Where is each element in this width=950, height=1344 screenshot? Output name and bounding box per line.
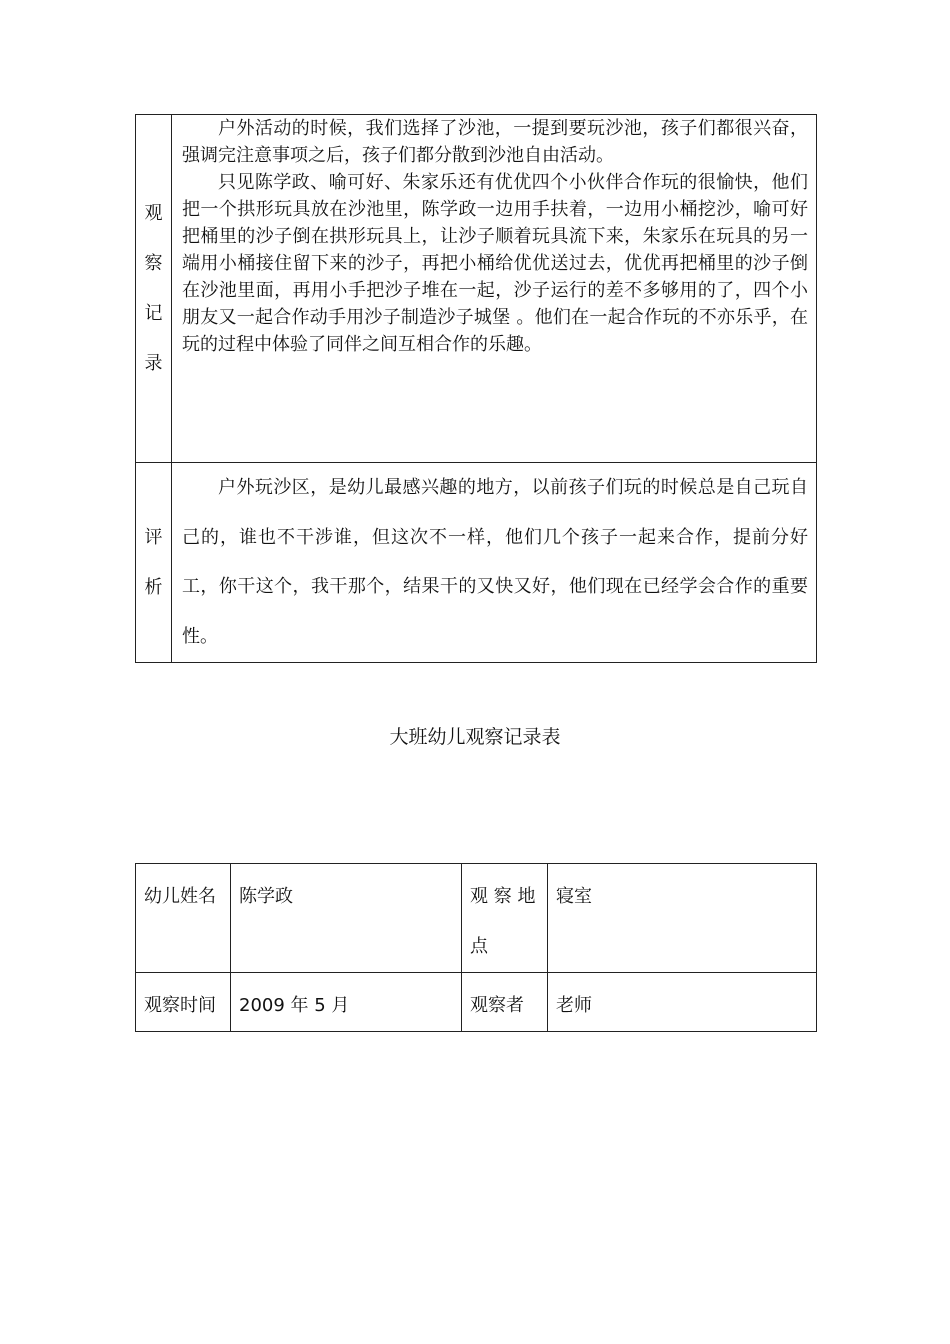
location-value: 寝室 xyxy=(548,864,817,973)
observation-table xyxy=(135,114,817,663)
form-title: 大班幼儿观察记录表 xyxy=(389,726,561,748)
location-label: 观 察 地 点 xyxy=(462,864,548,973)
time-value: 2009 年 5 月 xyxy=(231,973,462,1032)
observer-value: 老师 xyxy=(548,973,817,1032)
record-label-char: 记 xyxy=(144,302,163,324)
analysis-content xyxy=(172,463,817,663)
child-name-value: 陈学政 xyxy=(231,864,462,973)
record-label-char: 观 xyxy=(144,202,163,224)
child-name-label: 幼儿姓名 xyxy=(136,864,231,973)
record-label-char: 察 xyxy=(144,252,163,274)
record-paragraph: 户外活动的时候，我们选择了沙池，一提到要玩沙池，孩子们都很兴奋，强调完注意事项之后，孩子们都分散到沙池自由活动。 xyxy=(182,118,808,166)
record-label-char: 录 xyxy=(144,352,163,374)
time-label: 观察时间 xyxy=(136,973,231,1032)
record-content xyxy=(172,115,817,463)
analysis-label-char: 评 xyxy=(144,526,163,548)
record-label xyxy=(136,115,172,463)
observer-label: 观察者 xyxy=(462,973,548,1032)
analysis-label xyxy=(136,463,172,663)
record-paragraph: 只见陈学政、喻可好、朱家乐还有优优四个小伙伴合作玩的很愉快，他们把一个拱形玩具放在沙池里，陈学政一边用手扶着，一边用小桶挖沙，喻可好把桶里的沙子倒在拱形玩具上，让沙子顺着玩具流下来，朱家乐在玩具的另一端用小桶接住留下来的沙子，再把小桶给优优送过去，优优再把桶里的沙子倒在沙池里面，再用小手把沙子堆在一起，沙子运行的差不多够用的了，四个小朋友又一起合作动手用沙子制造沙子城堡 。他们在一起合作玩的不亦乐乎，在玩的过程中体验了同伴之间互相合作的乐趣。 xyxy=(182,172,808,355)
child-info-table xyxy=(135,863,817,1032)
analysis-paragraph: 户外玩沙区，是幼儿最感兴趣的地方，以前孩子们玩的时候总是自己玩自己的，谁也不干涉谁，但这次不一样，他们几个孩子一起来合作，提前分好工，你干这个，我干那个，结果干的又快又好，他们现在已经学会合作的重要性。 xyxy=(182,477,808,647)
analysis-label-char: 析 xyxy=(144,576,163,598)
